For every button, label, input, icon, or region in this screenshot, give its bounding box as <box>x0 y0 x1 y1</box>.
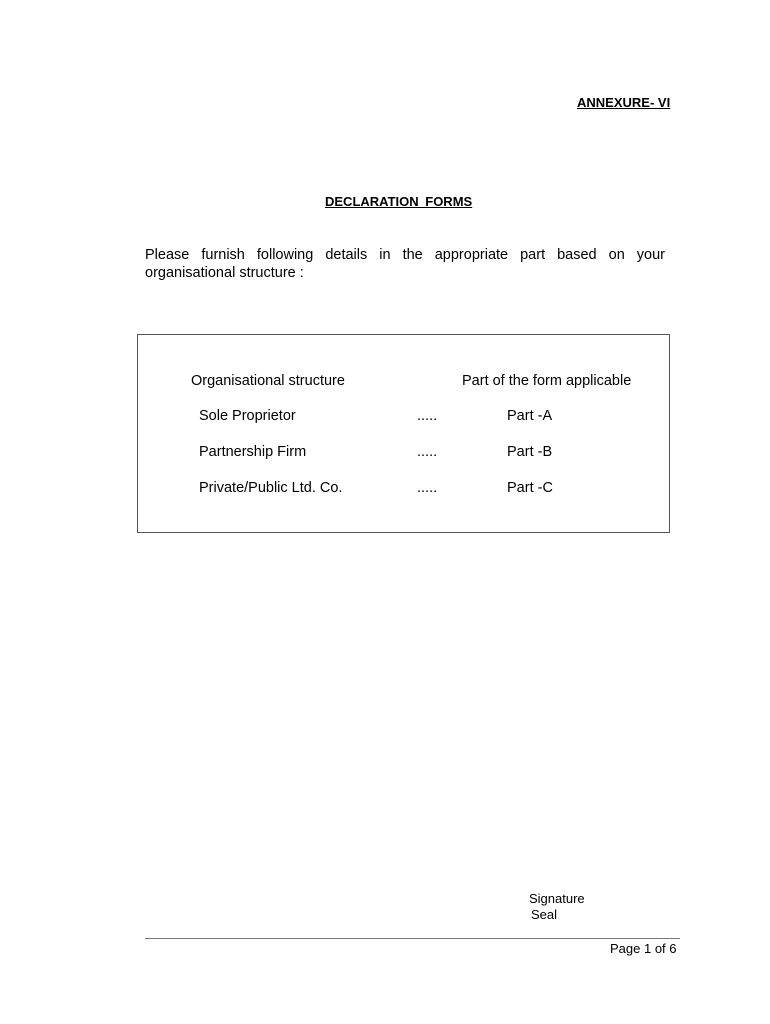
intro-paragraph: Please furnish following details in the appropriate part based on your organisational structure : <box>145 247 665 281</box>
table-row-part: Part -B <box>507 444 553 460</box>
table-row-structure: Private/Public Ltd. Co. <box>199 480 343 496</box>
table-row-part: Part -C <box>507 480 553 496</box>
page-title: DECLARATION FORMS <box>325 194 473 209</box>
column-header-structure: Organisational structure <box>191 373 345 389</box>
structure-table-box <box>137 334 670 533</box>
footer-divider <box>145 938 680 939</box>
table-row-separator: ..... <box>417 408 438 424</box>
page-number: Page 1 of 6 <box>610 941 677 956</box>
table-row-part: Part -A <box>507 408 553 424</box>
annexure-label: ANNEXURE- VI <box>577 95 671 110</box>
table-row-separator: ..... <box>417 444 438 460</box>
seal-label: Seal <box>531 907 558 922</box>
table-row-structure: Sole Proprietor <box>199 408 296 424</box>
table-row-structure: Partnership Firm <box>199 444 307 460</box>
column-header-part: Part of the form applicable <box>462 373 632 389</box>
signature-label: Signature <box>529 891 585 906</box>
table-row-separator: ..... <box>417 480 438 496</box>
